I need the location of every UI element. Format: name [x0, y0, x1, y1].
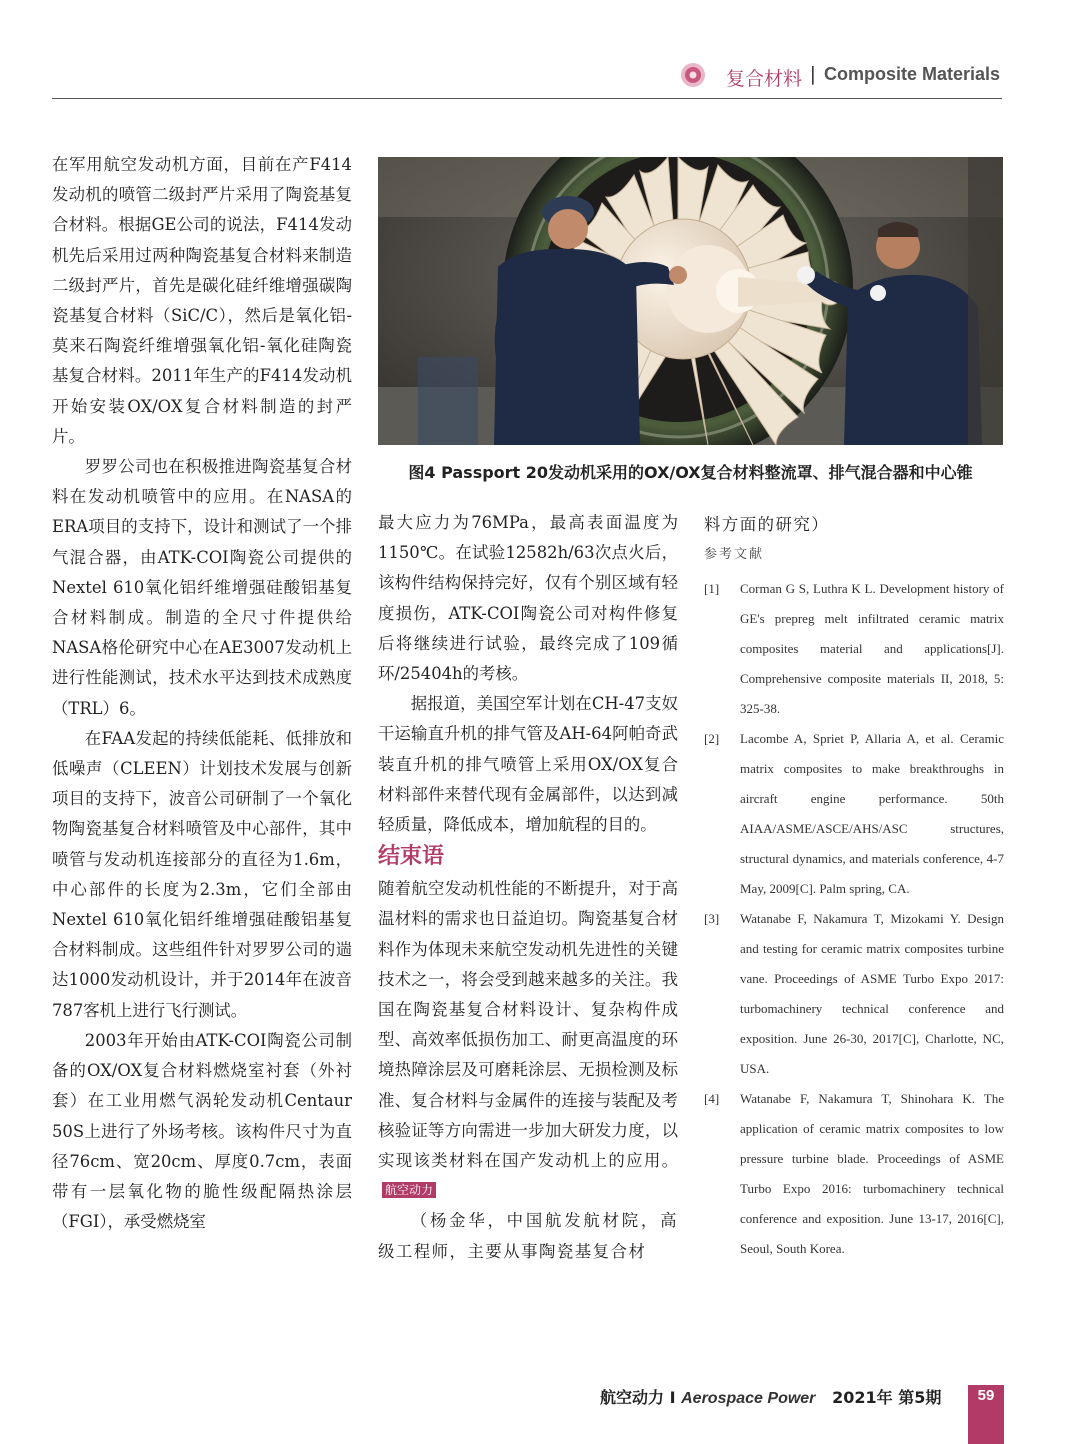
reference-number: [3]	[704, 911, 720, 927]
reference-item	[704, 724, 1004, 904]
header-section-cn: 复合材料	[725, 68, 802, 90]
column-middle	[378, 508, 678, 1267]
conclusion-text: 随着航空发动机性能的不断提升，对于高温材料的需求也日益迫切。陶瓷基复合材料作为体现未来航空发动机先进性的关键技术之一，将会受到越来越多的关注。我国在陶瓷基复合材料设计、复杂构件成型、高效率低损伤加工、耐更高温度的环境热障涂层及可磨耗涂层、无损检测及标准、复合材料与金属件的连接与装配及考核验证等方向需进一步加大研发力度，以实现该类材料在国产发动机上的应用。	[378, 879, 678, 1171]
reference-list	[704, 574, 1004, 1264]
paragraph: 2003年开始由ATK-COI陶瓷公司制备的OX/OX复合材料燃烧室衬套（外衬套）在工业用燃气涡轮发动机Centaur 50S上进行了外场考核。该构件尺寸为直径76cm、宽20cm、厚度0.7cm，表面带有一层氧化物的脆性级配隔热涂层（FGI），承受燃烧室	[52, 1030, 352, 1232]
reference-item	[704, 1084, 1004, 1264]
paragraph: 在FAA发起的持续低能耗、低排放和低噪声（CLEEN）计划技术发展与创新项目的支持下，波音公司研制了一个氧化物陶瓷基复合材料喷管及中心部件，其中喷管与发动机连接部分的直径为1.6m，中心部件的长度为2.3m，它们全部由Nextel 610氧化铝纤维增强硅酸铝基复合材料制成。这些组件针对罗罗公司的遄达1000发动机设计，并于2014年在波音787客机上进行飞行测试。	[52, 728, 352, 1020]
reference-number: [1]	[704, 581, 720, 597]
header-section-en: Composite Materials	[823, 64, 1000, 84]
reference-text: Corman G S, Luthra K L. Development history of GE's prepreg melt infiltrated ceramic matrix composites material and applications[J]. Comprehensive composite materials II, 2018, 5: 325-38.	[740, 581, 1004, 717]
section-title: 结束语	[378, 844, 445, 870]
engine-photo-illustration	[378, 157, 1003, 445]
footer-journal-cn: 航空动力	[600, 1388, 665, 1407]
paragraph: 罗罗公司也在积极推进陶瓷基复合材料在发动机喷管中的应用。在NASA的ERA项目的支持下，设计和测试了一个排气混合器，由ATK-COI陶瓷公司提供的Nextel 610氧化铝纤维增强硅酸铝基复合材料制成。制造的全尺寸件提供给NASA格伦研究中心在AE3007发动机上进行性能测试，技术水平达到技术成熟度（TRL）6。	[52, 457, 352, 718]
paragraph: 据报道，美国空军计划在CH-47支奴干运输直升机的排气管及AH-64阿帕奇武装直升机的排气喷管上采用OX/OX复合材料部件来替代现有金属部件，以达到减轻质量，降低成本，增加航程的目的。	[378, 694, 678, 835]
figure-caption: 图4 Passport 20发动机采用的OX/OX复合材料整流罩、排气混合器和中心锥	[408, 463, 973, 482]
flower-emblem-icon	[680, 62, 706, 88]
engine-photo	[378, 157, 1003, 445]
reference-item	[704, 574, 1004, 724]
reference-number: [4]	[704, 1091, 720, 1107]
paragraph: 在军用航空发动机方面，目前在产F414发动机的喷管二级封严片采用了陶瓷基复合材料。根据GE公司的说法，F414发动机先后采用过两种陶瓷基复合材料来制造二级封严片，首先是碳化硅纤维增强碳陶瓷基复合材料（SiC/C），然后是氧化铝-莫来石陶瓷纤维增强氧化铝-氧化硅陶瓷基复合材料。2011年生产的F414发动机开始安装OX/OX复合材料制造的封严片。	[52, 155, 352, 446]
header-separator: |	[809, 63, 816, 85]
reference-item	[704, 904, 1004, 1084]
paragraph	[378, 874, 678, 1206]
references-title: 参考文献	[704, 547, 765, 563]
paragraph: 最大应力为76MPa，最高表面温度为1150℃。在试验12582h/63次点火后，该构件结构保持完好，仅有个别区域有轻度损伤，ATK-COI陶瓷公司对构件修复后将继续进行试验，最终完成了109循环/25404h的考核。	[378, 513, 678, 684]
footer-bar: I	[669, 1388, 676, 1407]
column-right	[704, 510, 1004, 1264]
reference-text: Watanabe F, Nakamura T, Mizokami Y. Design and testing for ceramic matrix composites turbine vane. Proceedings of ASME Turbo Expo 2017: turbomachinery technical conference and exposition. June 26-30, 2017[C], Charlotte, NC, USA.	[740, 911, 1004, 1077]
footer-journal-en: Aerospace Power	[681, 1390, 816, 1407]
footer-issue: 2021年 第5期	[832, 1388, 942, 1407]
running-header	[52, 50, 1002, 99]
column-left	[52, 150, 352, 1237]
author-note: （杨金华，中国航发航材院，高级工程师，主要从事陶瓷基复合材	[378, 1211, 678, 1261]
reference-text: Watanabe F, Nakamura T, Shinohara K. The application of ceramic matrix composites to low pressure turbine blade. Proceedings of ASME Turbo Expo 2016: turbomachinery technical conference and exposition. June 13-17, 2016[C], Seoul, South Korea.	[740, 1091, 1004, 1257]
running-footer	[600, 1385, 941, 1409]
reference-number: [2]	[704, 731, 720, 747]
page-number: 59	[977, 1387, 995, 1404]
author-note-continued: 料方面的研究）	[704, 515, 830, 534]
journal-logo: 航空动力	[382, 1182, 436, 1198]
reference-text: Lacombe A, Spriet P, Allaria A, et al. Ceramic matrix composites to make breakthroughs in aircraft engine performance. 50th AIAA/ASME/ASCE/AHS/ASC structures, structural dynamics, and materials conference, 4-7 May, 2009[C]. Palm spring, CA.	[740, 731, 1004, 897]
